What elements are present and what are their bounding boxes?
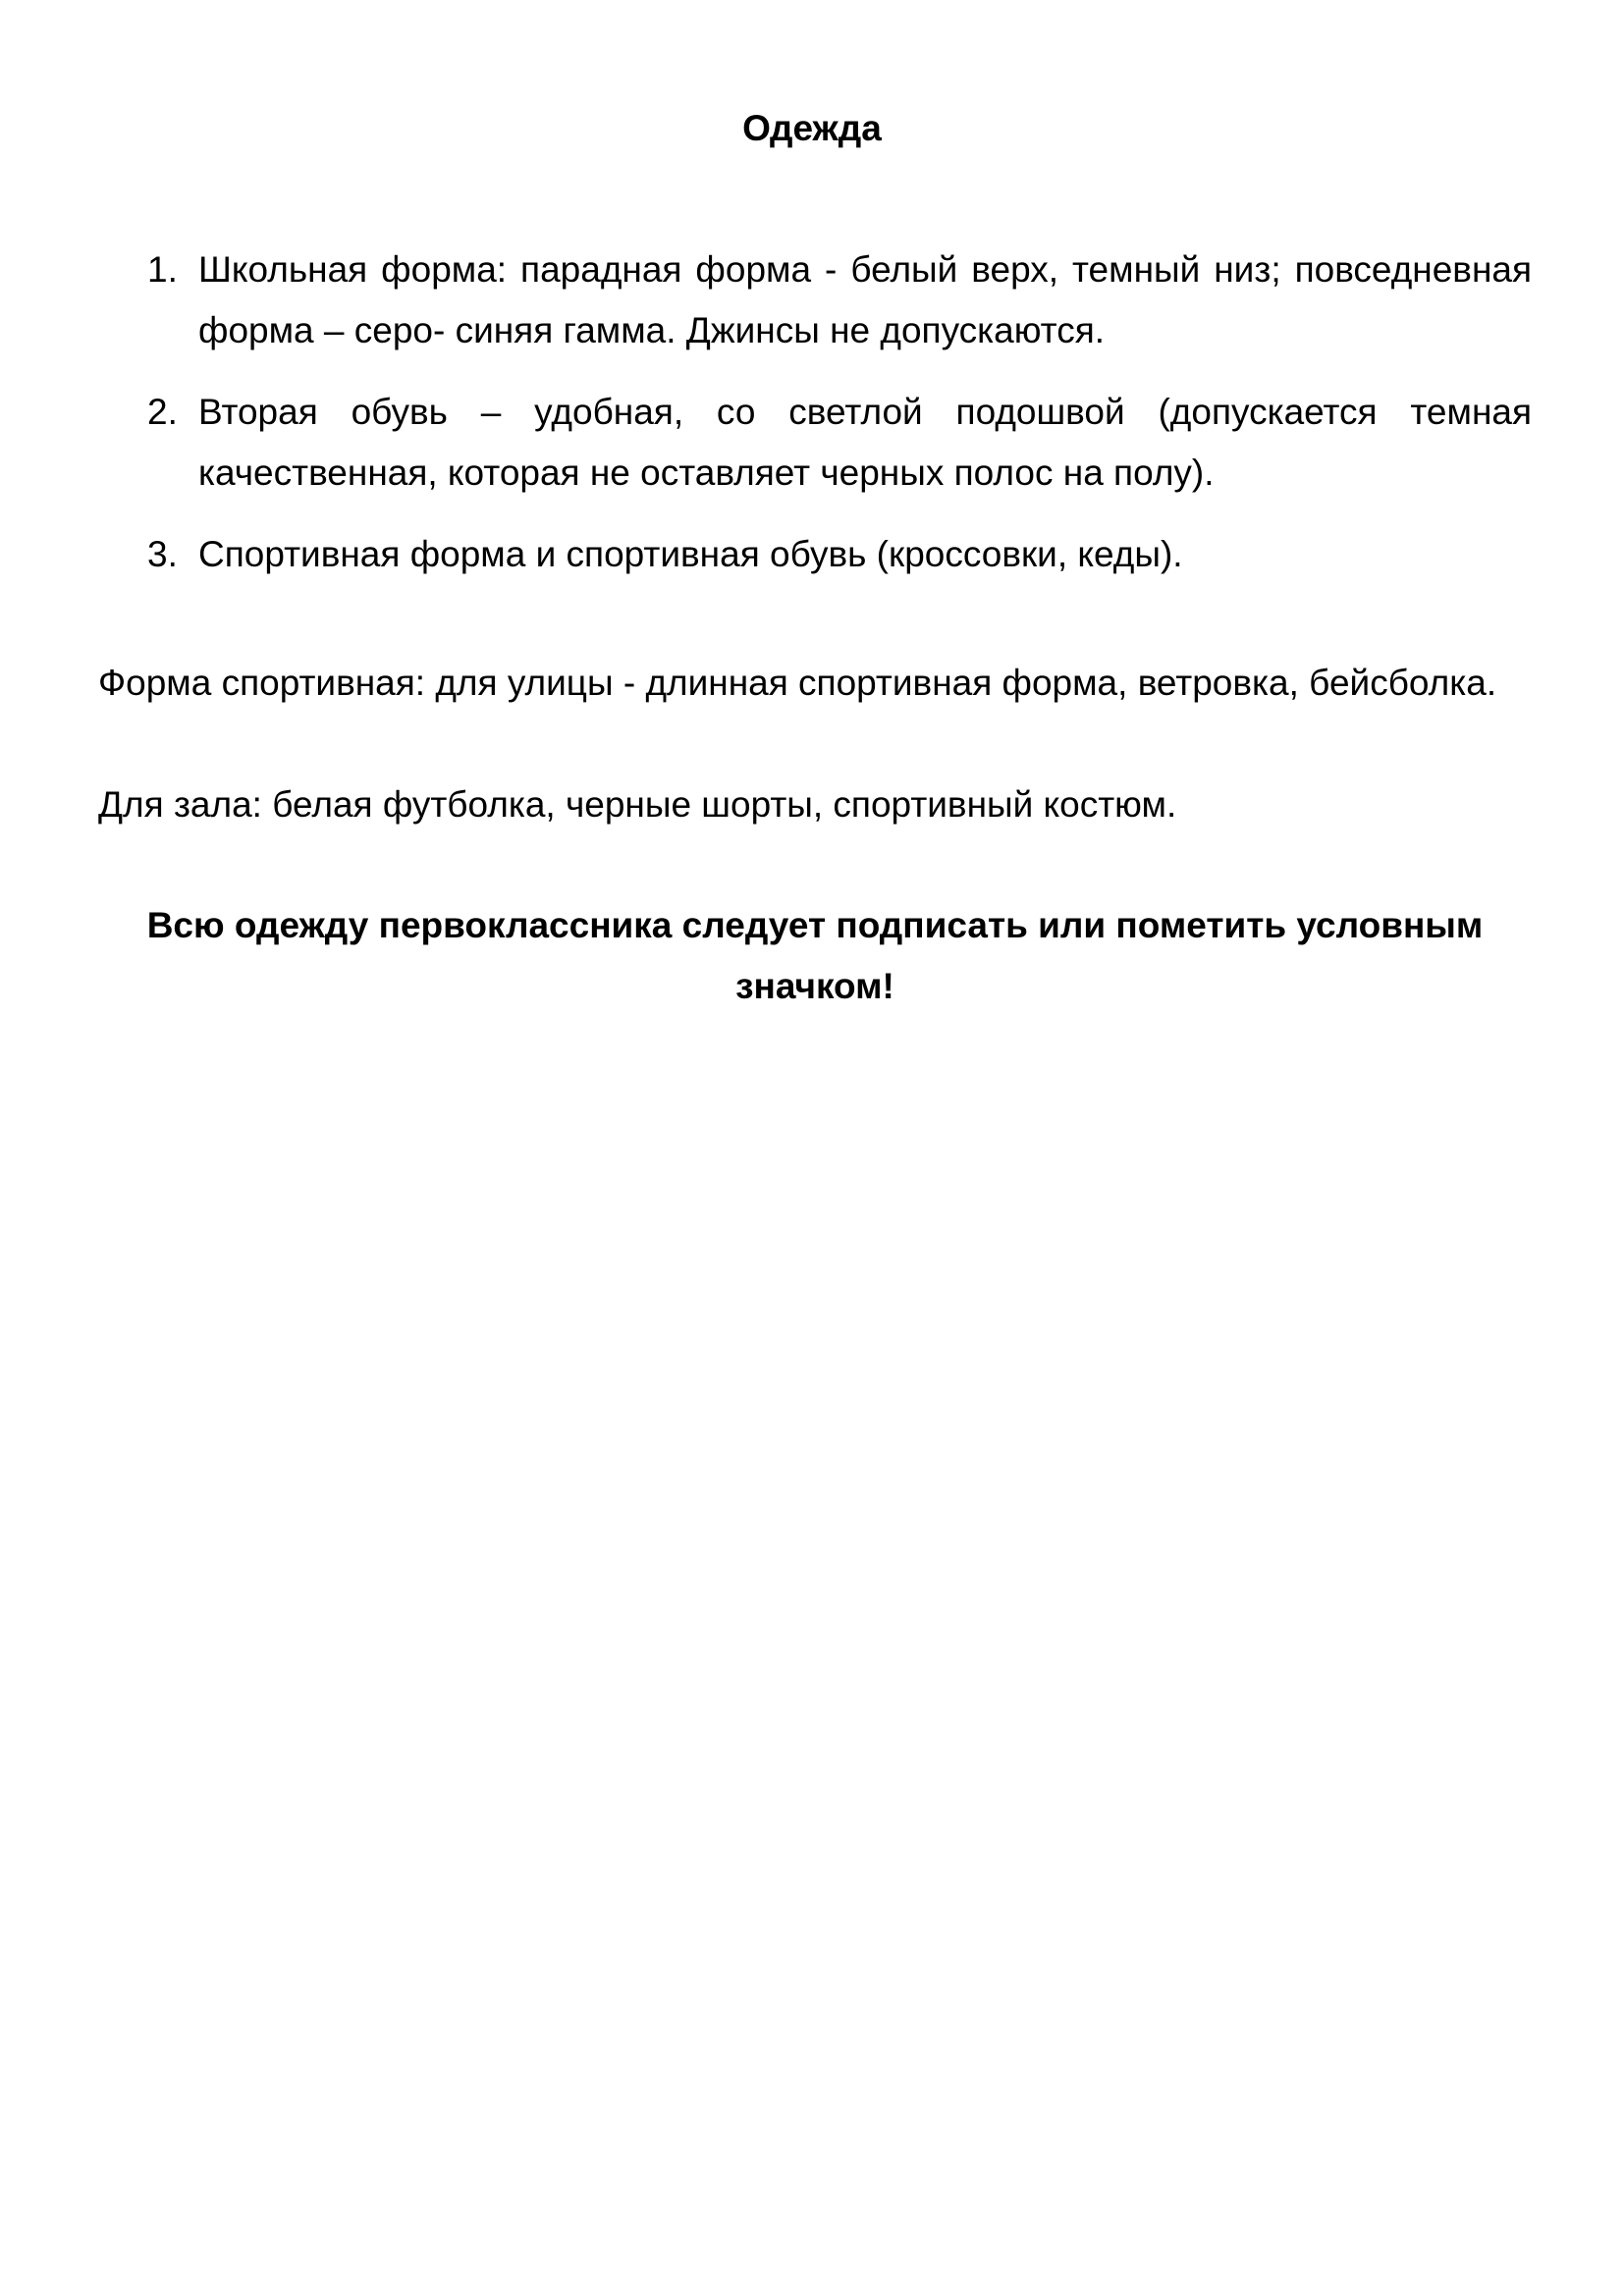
list-item [98, 524, 1532, 585]
hall-form-paragraph: Для зала: белая футболка, черные шорты, спортивный костюм. [98, 784, 1177, 825]
list-item-number: 2. [147, 392, 178, 432]
sport-form-paragraph: Форма спортивная: для улицы - длинная спортивная форма, ветровка, бейсболка. [98, 663, 1497, 703]
list-item-number: 1. [147, 249, 178, 290]
labeling-note: Всю одежду первоклассника следует подписать или пометить условным значком! [146, 905, 1484, 1006]
document-title: Одежда [742, 108, 882, 148]
list-item [98, 382, 1532, 504]
list-item-text: Вторая обувь – удобная, со светлой подошвой (допускается темная качественная, которая не оставляет черных полос на полу). [198, 392, 1532, 493]
list-item-number: 3. [147, 534, 178, 574]
clothing-list [98, 240, 1532, 606]
list-item-text: Спортивная форма и спортивная обувь (кроссовки, кеды). [198, 534, 1183, 574]
list-item-text: Школьная форма: парадная форма - белый верх, темный низ; повседневная форма – серо- синяя гамма. Джинсы не допускаются. [198, 249, 1532, 350]
list-item [98, 240, 1532, 361]
